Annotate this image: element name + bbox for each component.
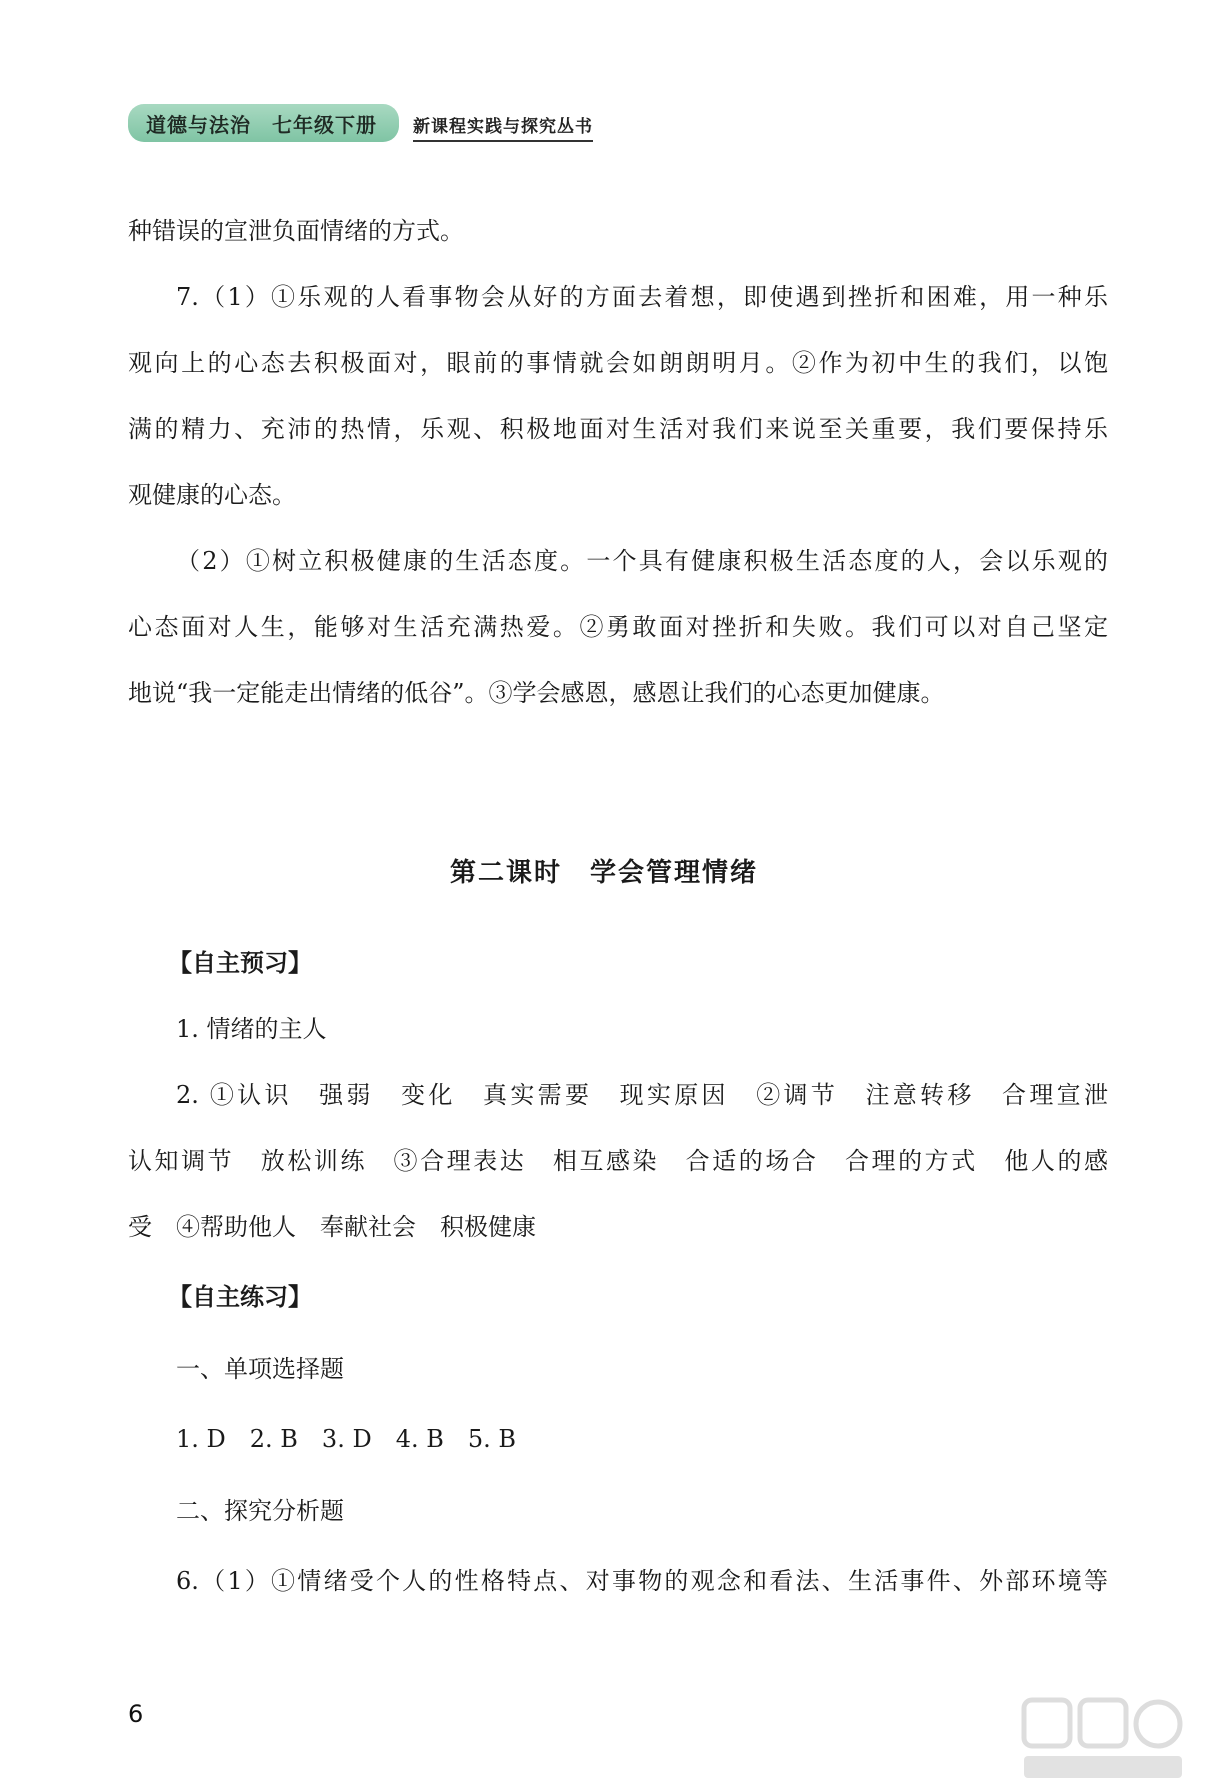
section-heading: 【自主练习】 <box>168 1282 312 1311</box>
text-line: 种错误的宣泄负面情绪的方式。 <box>128 217 464 245</box>
watermark-logo-icon <box>1018 1694 1188 1784</box>
lesson-title: 第二课时 学会管理情绪 <box>449 858 758 888</box>
text-line: 6.（1）①情绪受个人的性格特点、对事物的观念和看法、生活事件、外部环境等 <box>176 1567 1108 1595</box>
text-line: 一、单项选择题 <box>176 1355 344 1383</box>
section-heading: 【自主预习】 <box>168 948 312 977</box>
text-line: 地说“我一定能走出情绪的低谷”。③学会感恩，感恩让我们的心态更加健康。 <box>128 679 945 707</box>
text-line: 观向上的心态去积极面对，眼前的事情就会如朗朗明月。②作为初中生的我们，以饱 <box>128 349 1108 377</box>
text-line: 2. ①认识 强弱 变化 真实需要 现实原因 ②调节 注意转移 合理宣泄 <box>176 1081 1108 1109</box>
text-line: 满的精力、充沛的热情，乐观、积极地面对生活对我们来说至关重要，我们要保持乐 <box>128 415 1108 443</box>
text-line: 7.（1）①乐观的人看事物会从好的方面去着想，即使遇到挫折和困难，用一种乐 <box>176 283 1108 311</box>
page-number: 6 <box>128 1700 144 1728</box>
text-line: 认知调节 放松训练 ③合理表达 相互感染 合适的场合 合理的方式 他人的感 <box>128 1147 1108 1175</box>
text-line: 受 ④帮助他人 奉献社会 积极健康 <box>128 1213 536 1241</box>
text-line: 二、探究分析题 <box>176 1497 344 1525</box>
series-name: 新课程实践与探究丛书 <box>413 112 593 142</box>
text-line: 心态面对人生，能够对生活充满热爱。②勇敢面对挫折和失败。我们可以对自己坚定 <box>128 613 1108 641</box>
text-line: 1. D 2. B 3. D 4. B 5. B <box>176 1425 517 1453</box>
text-line: 1. 情绪的主人 <box>176 1015 327 1043</box>
running-header <box>128 104 593 142</box>
text-line: 观健康的心态。 <box>128 481 296 509</box>
text-line: （2）①树立积极健康的生活态度。一个具有健康积极生活态度的人，会以乐观的 <box>176 547 1108 575</box>
subject-tag: 道德与法治 七年级下册 <box>128 104 399 142</box>
